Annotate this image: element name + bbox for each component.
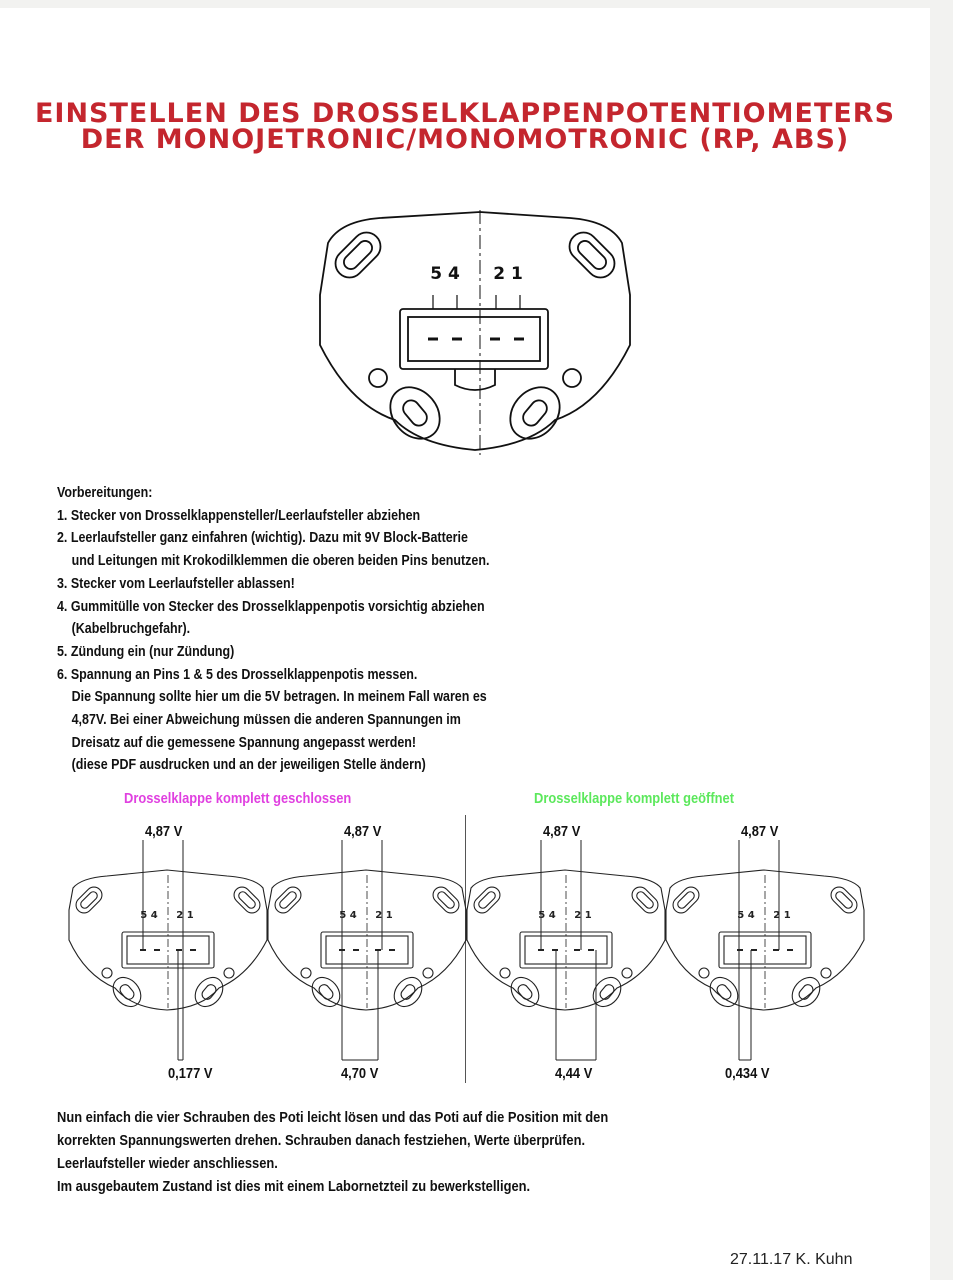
pin-labels-right: 2 1 [493,264,523,284]
preparation-heading: Vorbereitungen: [57,485,153,501]
preparation-list [57,482,590,777]
preparation-line: 1. Stecker von Drosselklappensteller/Leerlaufsteller abziehen [57,507,421,524]
top-voltage-label: 4,87 V [145,823,183,840]
bottom-voltage-label: 0,177 V [168,1065,213,1082]
preparation-line: 4. Gummitülle von Stecker des Drosselklappenpotis vorsichtig abziehen [57,598,485,615]
preparation-line: 6. Spannung an Pins 1 & 5 des Drosselklappenpotis messen. [57,666,418,683]
label-throttle-closed: Drosselklappe komplett geschlossen [124,790,352,807]
preparation-line: (Kabelbruchgefahr). [71,621,191,638]
bottom-voltage-label: 0,434 V [725,1065,770,1082]
preparation-line: Dreisatz auf die gemessene Spannung angepasst werden! [71,734,417,751]
svg-text:2 1: 2 1 [773,910,791,921]
bottom-voltage-label: 4,70 V [341,1065,379,1082]
svg-text:2 1: 2 1 [574,910,592,921]
svg-text:5 4: 5 4 [538,910,556,921]
instruction-line: Im ausgebautem Zustand ist dies mit einem Labornetzteil zu bewerkstelligen. [57,1178,531,1195]
preparation-line: 5. Zündung ein (nur Zündung) [57,643,235,660]
preparation-line: 3. Stecker vom Leerlaufsteller ablassen! [57,575,295,592]
preparation-line: Die Spannung sollte hier um die 5V betragen. In meinem Fall waren es [71,689,487,706]
top-voltage-label: 4,87 V [344,823,382,840]
potentiometer-diagram-2 [266,840,468,1070]
svg-text:5 4: 5 4 [140,910,158,921]
top-voltage-label: 4,87 V [543,823,581,840]
preparation-line: 2. Leerlaufsteller ganz einfahren (wichtig). Dazu mit 9V Block-Batterie [57,530,468,547]
instruction-line: korrekten Spannungswerten drehen. Schrauben danach festziehen, Werte überprüfen. [57,1132,586,1149]
signature-date-author: 27.11.17 K. Kuhn [730,1251,853,1268]
svg-text:2 1: 2 1 [375,910,393,921]
svg-text:5 4: 5 4 [737,910,755,921]
page-title-line-2: DER MONOJETRONIC/MONOMOTRONIC (RP, ABS) [80,124,850,155]
page-title-line-1: EINSTELLEN DES DROSSELKLAPPENPOTENTIOMETERS [34,98,896,129]
preparation-line: (diese PDF ausdrucken und an der jeweiligen Stelle ändern) [71,757,426,774]
pin-labels-left: 5 4 [430,264,460,284]
preparation-line: 4,87V. Bei einer Abweichung müssen die anderen Spannungen im [71,712,461,729]
label-throttle-open: Drosselklappe komplett geöffnet [534,790,734,807]
potentiometer-diagram-4 [664,840,866,1070]
potentiometer-diagram-3 [465,840,667,1070]
instruction-line: Nun einfach die vier Schrauben des Poti leicht lösen und das Poti auf die Position mit den [57,1109,609,1126]
instruction-line: Leerlaufsteller wieder anschliessen. [57,1155,278,1172]
bottom-voltage-label: 4,44 V [555,1065,593,1082]
potentiometer-diagram-1 [67,840,269,1070]
closing-instructions [57,1106,745,1198]
potentiometer-drawing-large [300,205,650,465]
svg-text:5 4: 5 4 [339,910,357,921]
top-voltage-label: 4,87 V [741,823,779,840]
svg-text:2 1: 2 1 [176,910,194,921]
preparation-line: und Leitungen mit Krokodilklemmen die oberen beiden Pins benutzen. [71,553,490,570]
